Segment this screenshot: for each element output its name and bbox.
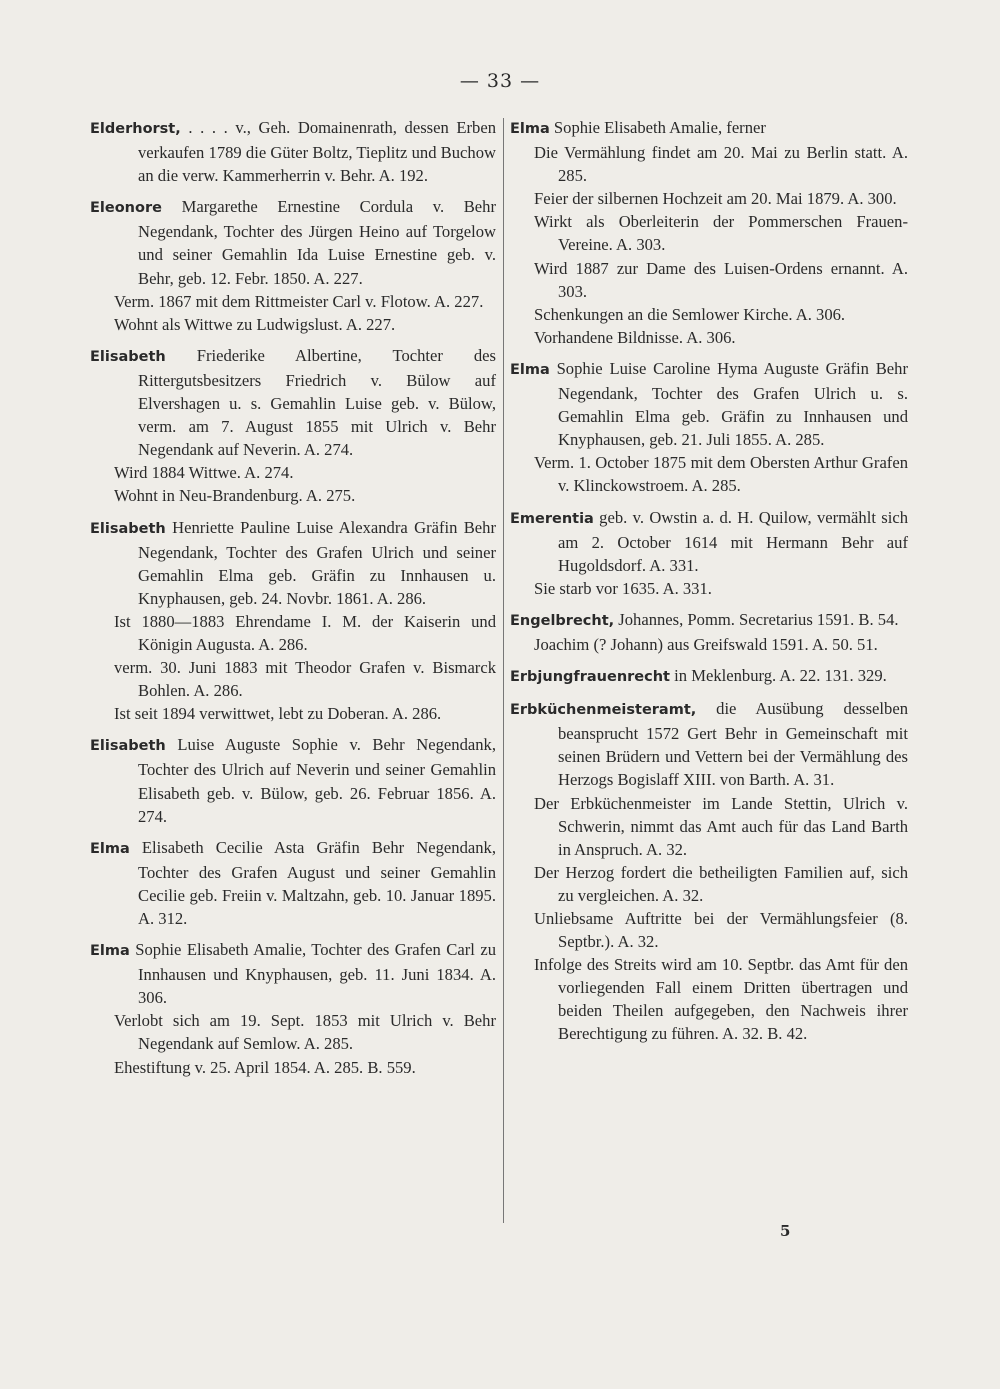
index-subentry: [90, 1056, 496, 1079]
index-subentry: [510, 792, 908, 861]
signature-mark: 5: [780, 1222, 791, 1240]
left-column: [90, 116, 496, 1079]
index-entry: [510, 608, 908, 633]
index-entry: [90, 195, 496, 289]
index-subentry: [510, 953, 908, 1045]
entry-headword: Elma: [510, 121, 550, 137]
entry-text: Verm. 1. October 1875 mit dem Obersten Arthur Grafen v. Klinckowstroem. A. 285.: [534, 453, 908, 496]
entry-headword: Elisabeth: [90, 348, 166, 365]
index-entry: [510, 664, 908, 689]
entry-text: Der Erbküchenmeister im Lande Stettin, Ulrich v. Schwerin, nimmt das Amt auch für das Land Barth in Anspruch. A. 32.: [534, 793, 908, 859]
entry-text: Feier der silbernen Hochzeit am 20. Mai 1879. A. 300.: [534, 189, 897, 209]
entry-text: Die Vermählung findet am 20. Mai zu Berlin statt. A. 285.: [534, 143, 908, 186]
index-entry: [510, 697, 908, 791]
index-subentry: [90, 313, 496, 336]
entry-text: Johannes, Pomm. Secretarius 1591. B. 54.: [614, 609, 899, 629]
index-subentry: [510, 187, 908, 210]
entry-headword: Erbjungfrauenrecht: [510, 669, 670, 686]
entry-text: Wird 1884 Wittwe. A. 274.: [114, 463, 294, 483]
index-subentry: [510, 633, 908, 656]
index-subentry: [90, 484, 496, 507]
index-subentry: [90, 1009, 496, 1055]
entry-text: in Meklenburg. A. 22. 131. 329.: [670, 666, 887, 686]
index-subentry: [510, 577, 908, 600]
entry-text: Wohnt als Wittwe zu Ludwigslust. A. 227.: [114, 314, 396, 334]
entry-text: Infolge des Streits wird am 10. Septbr. das Amt für den vorliegenden Fall einem Dritten übertragen und beiden Theilen aufgegeben, den Nachweis ihrer Berechtigung zu führen. A. 32. B. 42.: [534, 955, 908, 1044]
entry-text: Ist seit 1894 verwittwet, lebt zu Doberan. A. 286.: [114, 704, 442, 724]
entry-headword: Erbküchenmeisteramt,: [510, 702, 697, 719]
index-entry: [510, 506, 908, 577]
index-entry: [510, 116, 908, 141]
entry-headword: Engelbrecht,: [510, 612, 615, 629]
entry-text: Margarethe Ernestine Cordula v. Behr Negendank, Tochter des Jürgen Heino auf Torgelow und seiner Gemahlin Ida Luise Ernestine geb. v. Behr, geb. 12. Febr. 1850. A. 227.: [138, 197, 496, 288]
index-subentry: [510, 451, 908, 497]
index-entry: [90, 116, 496, 187]
index-subentry: [510, 257, 908, 303]
entry-headword: Elderhorst,: [90, 121, 181, 137]
entry-headword: Eleonore: [90, 200, 162, 217]
index-subentry: [90, 656, 496, 702]
entry-headword: Elma: [90, 840, 130, 857]
entry-text: Verlobt sich am 19. Sept. 1853 mit Ulrich v. Behr Negendank auf Semlow. A. 285.: [114, 1011, 496, 1054]
entry-text: Sophie Elisabeth Amalie, Tochter des Grafen Carl zu Innhausen und Knyphausen, geb. 11. Juni 1834. A. 306.: [129, 940, 496, 1008]
entry-text: . . . . v., Geh. Domainenrath, dessen Erben verkaufen 1789 die Güter Boltz, Tieplitz und Buchow an die verw. Kammerherrin v. Behr. A. 192.: [138, 118, 496, 186]
entry-text: Der Herzog fordert die betheiligten Familien auf, sich zu vergleichen. A. 32.: [534, 862, 908, 905]
index-subentry: [90, 461, 496, 484]
entry-text: Verm. 1867 mit dem Rittmeister Carl v. Flotow. A. 227.: [114, 291, 484, 311]
entry-headword: Elisabeth: [90, 738, 166, 755]
entry-text: Sophie Elisabeth Amalie, ferner: [549, 118, 766, 137]
index-entry: [90, 344, 496, 461]
entry-text: Friederike Albertine, Tochter des Rittergutsbesitzers Friedrich v. Bülow auf Elvershagen u. s. Gemahlin Luise geb. v. Bülow, verm. am 7. August 1855 mit Ulrich v. Behr Negendank auf Neverin. A. 274.: [138, 345, 496, 460]
index-subentry: [510, 326, 908, 349]
entry-text: Unliebsame Auftritte bei der Vermählungsfeier (8. Septbr.). A. 32.: [534, 909, 908, 952]
entry-text: Ehestiftung v. 25. April 1854. A. 285. B. 559.: [114, 1057, 416, 1077]
entry-headword: Elma: [510, 361, 550, 378]
entry-text: Joachim (? Johann) aus Greifswald 1591. A. 50. 51.: [534, 634, 878, 654]
index-subentry: [510, 907, 908, 953]
index-subentry: [510, 303, 908, 326]
index-entry: [90, 836, 496, 930]
entry-text: Sophie Luise Caroline Hyma Auguste Gräfin Behr Negendank, Tochter des Grafen Ulrich u. s. Gemahlin Elma geb. Gräfin zu Innhausen und Knyphausen, geb. 21. Juli 1855. A. 285.: [549, 358, 908, 450]
entry-text: Elisabeth Cecilie Asta Gräfin Behr Negendank, Tochter des Grafen August und seiner Gemahlin Cecilie geb. Freiin v. Maltzahn, geb. 10. Januar 1895. A. 312.: [129, 837, 496, 928]
index-subentry: [510, 141, 908, 187]
entry-text: Wird 1887 zur Dame des Luisen-Ordens ernannt. A. 303.: [534, 258, 908, 301]
entry-text: Schenkungen an die Semlower Kirche. A. 306.: [534, 304, 846, 324]
entry-text: die Ausübung desselben beansprucht 1572 Gert Behr in Gemeinschaft mit seinen Brüdern und Vettern bei der Vermählung des Herzogs Bogislaff XIII. von Barth. A. 31.: [558, 699, 908, 790]
entry-headword: Emerentia: [510, 510, 594, 527]
index-subentry: [90, 702, 496, 725]
index-subentry: [90, 610, 496, 656]
entry-headword: Elma: [90, 943, 130, 960]
index-entry: [90, 938, 496, 1009]
entry-text: Ist 1880—1883 Ehrendame I. M. der Kaiserin und Königin Augusta. A. 286.: [114, 611, 496, 654]
index-subentry: [510, 861, 908, 907]
page-number: — 33 —: [459, 70, 541, 92]
entry-headword: Elisabeth: [90, 520, 166, 537]
entry-text: geb. v. Owstin a. d. H. Quilow, vermählt sich am 2. October 1614 mit Hermann Behr auf Hugoldsdorf. A. 331.: [558, 507, 908, 575]
index-subentry: [90, 290, 496, 313]
entry-text: Luise Auguste Sophie v. Behr Negendank, Tochter des Ulrich auf Neverin und seiner Gemahlin Elisabeth geb. v. Bülow, geb. 26. Februar 1856. A. 274.: [138, 735, 496, 826]
index-entry: [90, 516, 496, 610]
entry-text: Wohnt in Neu-Brandenburg. A. 275.: [114, 486, 356, 506]
index-entry: [510, 357, 908, 451]
right-column: [510, 116, 908, 1046]
entry-text: Henriette Pauline Luise Alexandra Gräfin Behr Negendank, Tochter des Grafen Ulrich und seiner Gemahlin Elma geb. Gräfin zu Innhausen u. Knyphausen, geb. 24. Novbr. 1861. A. 286.: [138, 517, 496, 608]
entry-text: verm. 30. Juni 1883 mit Theodor Grafen v. Bismarck Bohlen. A. 286.: [114, 658, 496, 701]
entry-text: Sie starb vor 1635. A. 331.: [534, 578, 712, 598]
entry-text: Wirkt als Oberleiterin der Pommerschen Frauen-Vereine. A. 303.: [534, 212, 908, 255]
entry-text: Vorhandene Bildnisse. A. 306.: [534, 327, 736, 347]
index-entry: [90, 733, 496, 827]
index-subentry: [510, 210, 908, 256]
column-divider: [503, 118, 504, 1223]
